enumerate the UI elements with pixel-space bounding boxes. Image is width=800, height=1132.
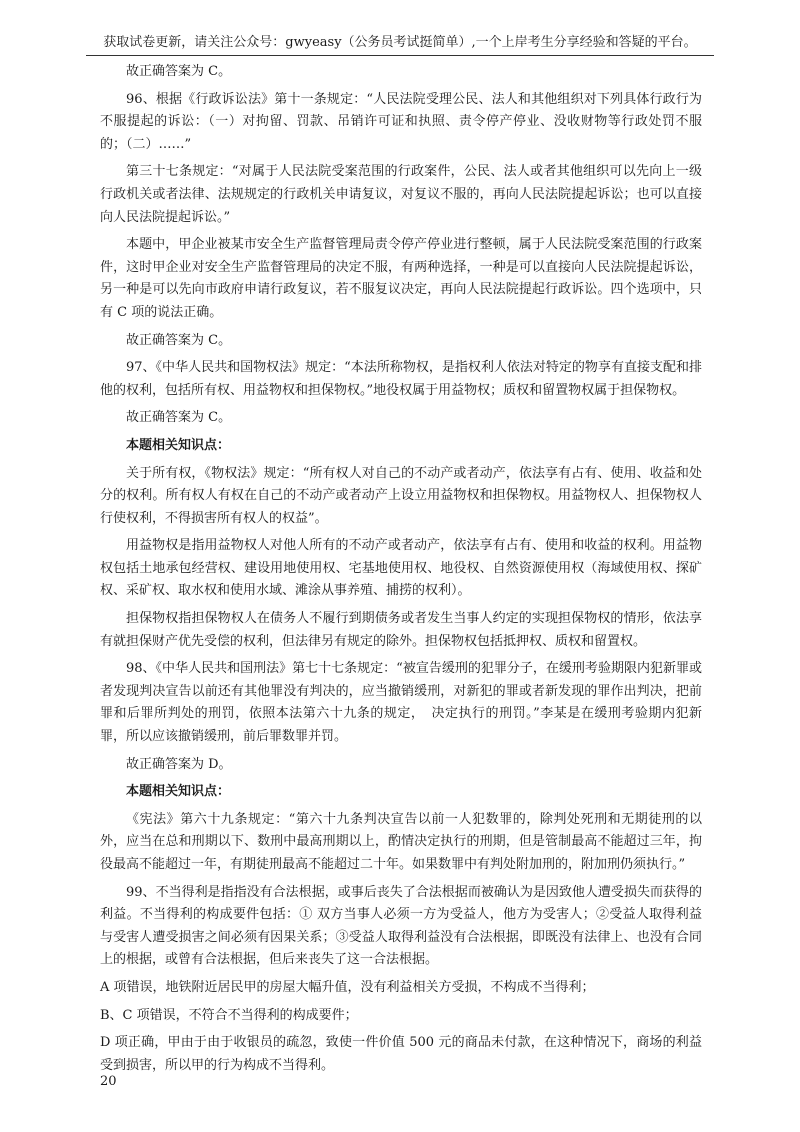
article-37-paragraph: 第三十七条规定：“对属于人民法院受案范围的行政案件，公民、法人或者其他组织可以先向上一级行政机关或者法律、法规规定的行政机关申请复议，对复议不服的，再向人民法院提起诉讼；也可以直接向人民法院提起诉讼。” [100, 164, 702, 225]
answer-line: 故正确答案为 C。 [126, 332, 232, 348]
explanation-paragraph: 本题中，甲企业被某市安全生产监督管理局责令停产停业进行整顿，属于人民法院受案范围的行政案件，这时甲企业对安全生产监督管理局的决定不服，有两种选择，一种是可以直接向人民法院提起诉讼，另一种是可以先向市政府申请行政复议，若不服复议决定，再向人民法院提起行政诉讼。四个选项中，只有 C 项的说法正确。 [100, 237, 702, 320]
document-body [100, 61, 702, 1082]
option-bc-paragraph: B、C 项错误，不符合不当得利的构成要件； [100, 1007, 358, 1023]
question-97-paragraph: 97、《中华人民共和国物权法》规定：“本法所称物权，是指权利人依法对特定的物享有直接支配和排他的权利，包括所有权、用益物权和担保物权。”地役权属于用益物权；质权和留置物权属于担保物权。 [100, 360, 702, 398]
page-number: 20 [100, 1074, 117, 1089]
page-header: 获取试卷更新，请关注公众号：gwyeasy（公务员考试挺简单）,一个上岸考生分享经验和答疑的平台。 [86, 34, 714, 56]
security-interest-paragraph: 担保物权指担保物权人在债务人不履行到期债务或者发生当事人约定的实现担保物权的情形，依法享有就担保财产优先受偿的权利，但法律另有规定的除外。担保物权包括抵押权、质权和留置权。 [100, 611, 702, 649]
option-a-paragraph: A 项错误，地铁附近居民甲的房屋大幅升值，没有利益相关方受损，不构成不当得利； [100, 979, 595, 995]
answer-line: 故正确答案为 C。 [126, 64, 232, 79]
question-96-paragraph: 96、根据《行政诉讼法》第十一条规定：“人民法院受理公民、法人和其他组织对下列具体行政行为不服提起的诉讼：（一）对拘留、罚款、吊销许可证和执照、责令停产停业、没收财物等行政处罚不服的；（二）……” [100, 91, 702, 152]
knowledge-heading: 本题相关知识点： [126, 437, 231, 453]
ownership-paragraph: 关于所有权，《物权法》规定：“所有权人对自己的不动产或者动产，依法享有占有、使用、收益和处分的权利。所有权人有权在自己的不动产或者动产上设立用益物权和担保物权。用益物权人、担保物权人行使权利，不得损害所有权人的权益”。 [100, 465, 702, 526]
option-d-paragraph: D 项正确，甲由于由于收银员的疏忽，致使一件价值 500 元的商品未付款，在这种情况下，商场的利益受到损害，所以甲的行为构成不当得利。 [100, 1035, 702, 1073]
article-69-paragraph: 《宪法》第六十九条规定：“第六十九条判决宣告以前一人犯数罪的，除判处死刑和无期徒刑的以外，应当在总和刑期以下、数刑中最高刑期以上，酌情决定执行的刑期，但是管制最高不能超过三年，拘役最高不能超过一年，有期徒刑最高不能超过二十年。如果数罪中有判处附加刑的，附加刑仍须执行。” [100, 811, 702, 872]
usufruct-paragraph: 用益物权是指用益物权人对他人所有的不动产或者动产，依法享有占有、使用和收益的权利。用益物权包括土地承包经营权、建设用地使用权、宅基地使用权、地役权、自然资源使用权（海域使用权、探矿权、采矿权、取水权和使用水域、滩涂从事养殖、捕捞的权利）。 [100, 538, 702, 599]
question-99-paragraph: 99、不当得利是指指没有合法根据，或事后丧失了合法根据而被确认为是因致他人遭受损失而获得的利益。不当得利的构成要件包括：① 双方当事人必须一方为受益人，他方为受害人；②受益人取得利益与受害人遭受损害之间必须有因果关系；③受益人取得利益没有合法根据，即既没有法律上、也没有合同上的根据，或曾有合法根据，但后来丧失了这一合法根据。 [100, 884, 702, 968]
question-98-paragraph: 98、《中华人民共和国刑法》第七十七条规定：“被宣告缓刑的犯罪分子，在缓刑考验期限内犯新罪或者发现判决宣告以前还有其他罪没有判决的，应当撤销缓刑，对新犯的罪或者新发现的罪作出判决，把前罪和后罪所判处的刑罚，依照本法第六十九条的规定， 决定执行的刑罚。”李某是在缓刑考验期内犯新罪，所以应该撤销缓刑，前后罪数罪并罚。 [100, 661, 702, 745]
knowledge-heading: 本题相关知识点： [126, 784, 231, 800]
answer-line: 故正确答案为 C。 [126, 410, 232, 426]
answer-line: 故正确答案为 D。 [126, 756, 232, 772]
